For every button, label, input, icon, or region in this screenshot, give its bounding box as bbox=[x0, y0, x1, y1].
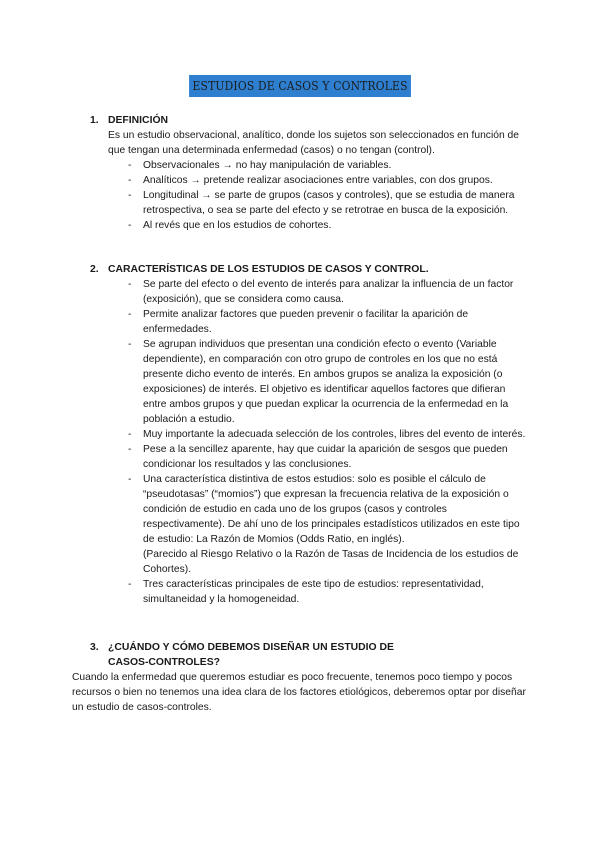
section-title: CARACTERÍSTICAS DE LOS ESTUDIOS DE CASOS Y CONTROL. bbox=[108, 264, 429, 275]
section-caracteristicas bbox=[90, 262, 530, 607]
list-item: - Se agrupan individuos que presentan una condición efecto o evento (Variable dependiente), en comparación con otro grupo de controles en los que no está presente dicho evento de interés. En ambos grupos se analiza la exposición (o exposiciones) de interés. El objetivo es identificar aquellos factores que difieran entre ambos grupos y que puedan explicar la ocurrencia de la enfermedad en la población a estudio. bbox=[90, 337, 530, 427]
section-intro: Es un estudio observacional, analítico, donde los sujetos son seleccionados en función de que tengan una determinada enfermedad (casos) o no tengan (control). bbox=[108, 130, 520, 156]
list-item bbox=[90, 472, 530, 577]
list-item: - Observacionales → no hay manipulación de variables. bbox=[90, 158, 530, 173]
section-paragraph: Cuando la enfermedad que queremos estudiar es poco frecuente, tenemos poco tiempo y pocos recursos o bien no tenemos una idea clara de los factores etiológicos, deberemos optar por diseñar un estudio de casos-controles. bbox=[72, 672, 526, 713]
section-cuando-como bbox=[90, 640, 530, 670]
title-container bbox=[0, 75, 600, 97]
section-definicion bbox=[90, 113, 530, 233]
list-item: - Tres características principales de este tipo de estudios: representatividad, simultaneidad y la homogeneidad. bbox=[90, 577, 530, 607]
bullet-list bbox=[90, 158, 530, 233]
list-item: - Longitudinal → se parte de grupos (casos y controles), que se estudia de manera retrospectiva, o sea se parte del efecto y se retrotrae en busca de la exposición. bbox=[90, 188, 530, 218]
section-number: 2. bbox=[90, 264, 99, 275]
list-item-note: (Parecido al Riesgo Relativo o la Razón de Tasas de Incidencia de los estudios de Cohortes). bbox=[143, 549, 519, 575]
section-title-continued: CASOS-CONTROLES? bbox=[108, 657, 220, 668]
section-heading bbox=[90, 640, 530, 655]
document-title: ESTUDIOS DE CASOS Y CONTROLES bbox=[189, 75, 411, 97]
list-item: - Muy importante la adecuada selección de los controles, libres del evento de interés. bbox=[90, 427, 530, 442]
list-item-text: Una característica distintiva de estos estudios: solo es posible el cálculo de “pseudotasas” (“momios”) que expresan la frecuencia relativa de la exposición o condición de estudio en cada uno de los grupos (casos y controles respectivamente). De ahí uno de los principales estadísticos utilizados en este tipo de estudio: La Razón de Momios (Odds Ratio, en inglés). bbox=[143, 474, 520, 545]
list-item: - Analíticos → pretende realizar asociaciones entre variables, con dos grupos. bbox=[90, 173, 530, 188]
list-item: - Permite analizar factores que pueden prevenir o facilitar la aparición de enfermedades. bbox=[90, 307, 530, 337]
section-title: ¿CUÁNDO Y CÓMO DEBEMOS DISEÑAR UN ESTUDIO DE bbox=[108, 642, 394, 653]
list-item: - Se parte del efecto o del evento de interés para analizar la influencia de un factor (exposición), que se considera como causa. bbox=[90, 277, 530, 307]
section-heading bbox=[90, 262, 530, 277]
list-item: - Al revés que en los estudios de cohortes. bbox=[90, 218, 530, 233]
section-heading bbox=[90, 113, 530, 128]
section-title: DEFINICIÓN bbox=[108, 115, 169, 126]
list-item: - Pese a la sencillez aparente, hay que cuidar la aparición de sesgos que pueden condicionar los resultados y las conclusiones. bbox=[90, 442, 530, 472]
section-number: 1. bbox=[90, 115, 99, 126]
bullet-list bbox=[90, 277, 530, 607]
section-number: 3. bbox=[90, 642, 99, 653]
